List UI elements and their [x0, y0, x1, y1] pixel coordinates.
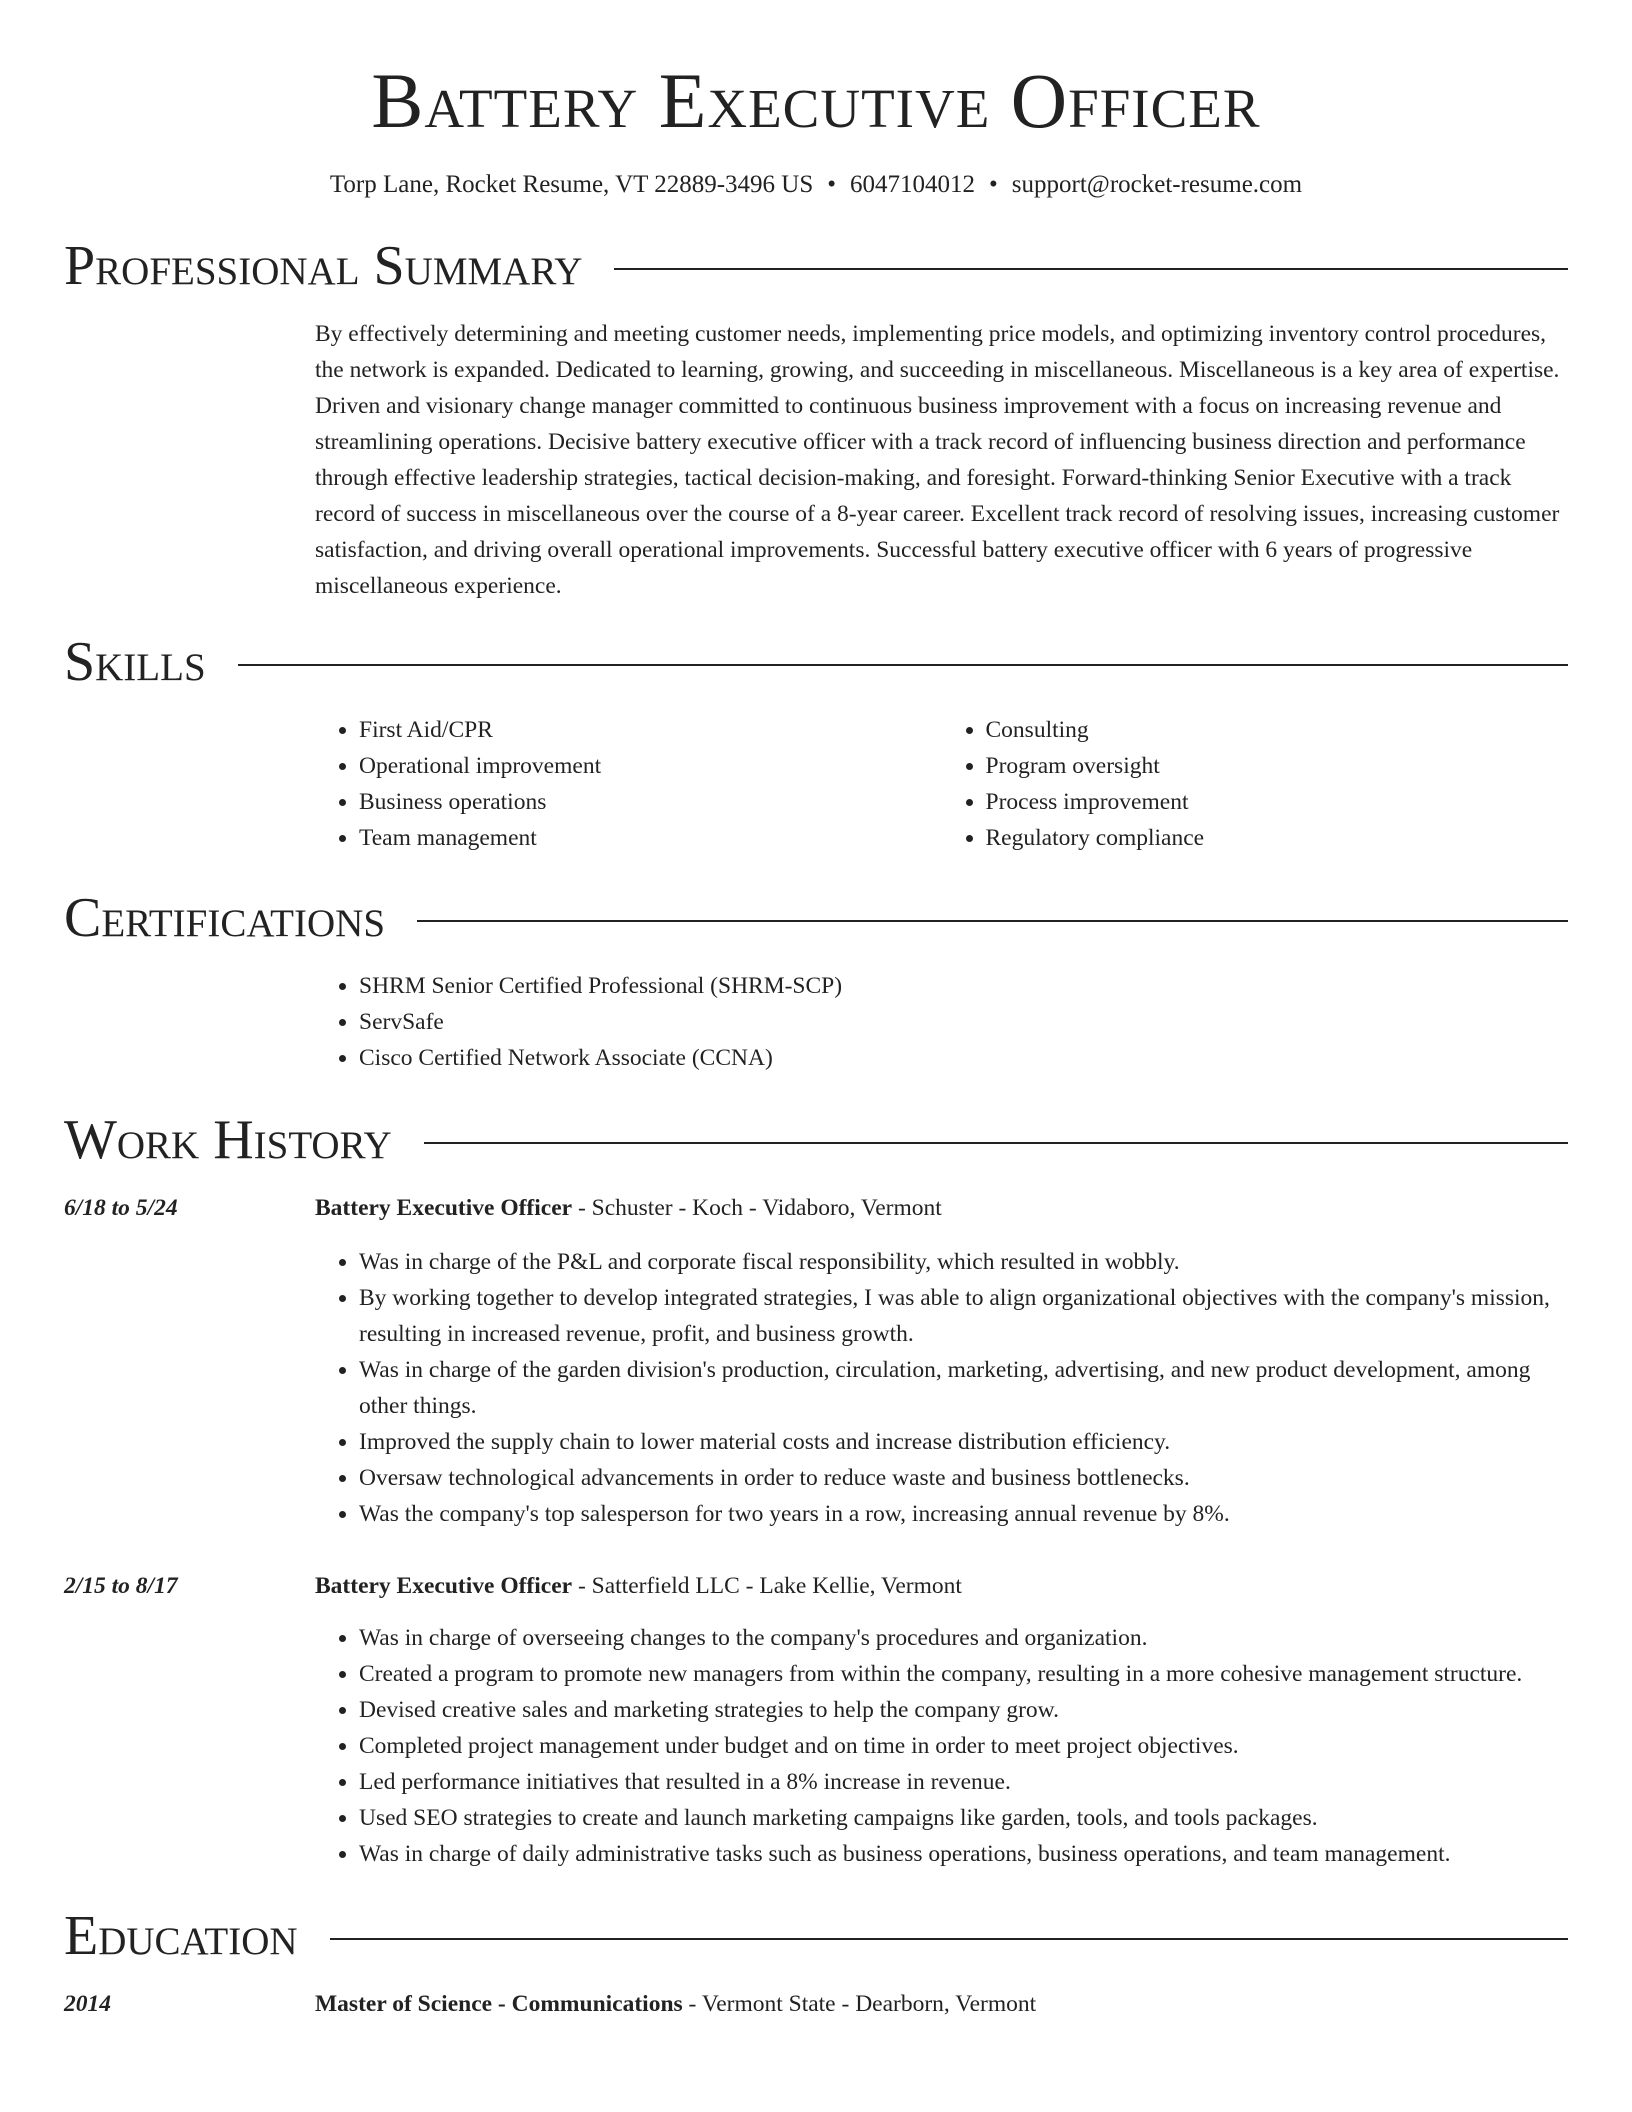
job-bullet: • Created a program to promote new managers from within the company, resulting in a more cohesive management structure. — [359, 1656, 1568, 1692]
skills-list-right — [942, 712, 1569, 856]
job-bullet: • Was in charge of the garden division's production, circulation, marketing, advertising, and new product development, among other things. — [359, 1352, 1568, 1424]
job-bullet: • By working together to develop integrated strategies, I was able to align organizational objectives with the company's mission, resulting in increased revenue, profit, and business growth. — [359, 1280, 1568, 1352]
work-section-header — [64, 1109, 1568, 1171]
job-bullet: • Was in charge of overseeing changes to the company's procedures and organization. — [359, 1620, 1568, 1656]
contact-phone: 6047104012 — [850, 171, 976, 198]
certifications-block — [315, 968, 1568, 1076]
education-degree: Master of Science - Communications — [315, 1991, 683, 2017]
section-title-work-history: Work History — [64, 1109, 392, 1171]
certifications-list — [315, 968, 1568, 1076]
job-header — [64, 1568, 1568, 1604]
job-bullet: • Was the company's top salesperson for two years in a row, increasing annual revenue by 8%. — [359, 1496, 1568, 1532]
education-section-header — [64, 1905, 1568, 1967]
certification-item: • Cisco Certified Network Associate (CCNA) — [359, 1040, 1568, 1076]
certification-item: • ServSafe — [359, 1004, 1568, 1040]
job-responsibilities — [315, 1244, 1568, 1532]
job-employer: - Satterfield LLC - Lake Kellie, Vermont — [572, 1573, 962, 1599]
job-dates: 2/15 to 8/17 — [64, 1573, 178, 1599]
job-bullet: • Led performance initiatives that resulted in a 8% increase in revenue. — [359, 1764, 1568, 1800]
section-divider — [238, 664, 1568, 666]
education-header — [64, 1986, 1568, 2022]
skill-item: • Consulting — [986, 712, 1569, 748]
section-divider — [424, 1142, 1568, 1144]
education-line — [315, 1986, 1036, 2022]
education-school: - Vermont State - Dearborn, Vermont — [682, 1991, 1037, 2017]
job-employer: - Schuster - Koch - Vidaboro, Vermont — [572, 1195, 942, 1221]
skill-item: • Business operations — [359, 784, 942, 820]
candidate-name: Battery Executive Officer — [371, 57, 1261, 144]
job-bullet: • Completed project management under budget and on time in order to meet project objectives. — [359, 1728, 1568, 1764]
contact-email: support@rocket-resume.com — [1011, 171, 1303, 198]
skills-section-header — [64, 631, 1568, 693]
contact-separator: • — [827, 171, 837, 198]
contact-separator: • — [989, 171, 998, 198]
skill-item: • First Aid/CPR — [359, 712, 942, 748]
summary-text: By effectively determining and meeting customer needs, implementing price models, and optimizing inventory control procedures, the network is expanded. Dedicated to learning, growing, and succeeding in miscellaneous. Miscellaneous is a key area of expertise. Driven and visionary change manager committed to continuous business improvement with a focus on increasing revenue and streamlining operations. Decisive battery executive officer with a track record of influencing business direction and performance through effective leadership strategies, tactical decision-making, and foresight. Forward-thinking Senior Executive with a track record of success in miscellaneous over the course of a 8-year career. Excellent track record of resolving issues, increasing customer satisfaction, and driving overall operational improvements. Successful battery executive officer with 6 years of progressive miscellaneous experience. — [315, 321, 1560, 599]
skill-item: • Process improvement — [986, 784, 1569, 820]
section-title-certifications: Certifications — [64, 887, 386, 949]
job-bullet: • Was in charge of the P&L and corporate fiscal responsibility, which resulted in wobbly. — [359, 1244, 1568, 1280]
section-title-skills: Skills — [64, 631, 206, 693]
skills-grid — [315, 712, 1568, 856]
summary-section-header — [64, 235, 1568, 297]
certifications-section-header — [64, 887, 1568, 949]
education-year: 2014 — [64, 1991, 111, 2017]
job-bullet: • Improved the supply chain to lower material costs and increase distribution efficiency. — [359, 1424, 1568, 1460]
section-divider — [330, 1938, 1568, 1940]
job-entry — [64, 1568, 1568, 1872]
job-bullet: • Oversaw technological advancements in order to reduce waste and business bottlenecks. — [359, 1460, 1568, 1496]
job-bullet: • Was in charge of daily administrative tasks such as business operations, business operations, and team management. — [359, 1836, 1568, 1872]
contact-address: Torp Lane, Rocket Resume, VT 22889-3496 US — [329, 171, 814, 198]
section-divider — [614, 268, 1568, 270]
contact-line — [64, 170, 1568, 200]
job-bullet-list — [315, 1244, 1568, 1532]
section-divider — [417, 920, 1568, 922]
certification-item: • SHRM Senior Certified Professional (SHRM-SCP) — [359, 968, 1568, 1004]
job-title-line — [315, 1190, 942, 1226]
job-title: Battery Executive Officer — [315, 1573, 573, 1599]
skill-item: • Team management — [359, 820, 942, 856]
education-entry — [64, 1986, 1568, 2022]
skill-item: • Operational improvement — [359, 748, 942, 784]
job-title-line — [315, 1568, 962, 1604]
section-title-education: Education — [64, 1905, 298, 1967]
section-title-summary: Professional Summary — [64, 235, 583, 297]
job-title: Battery Executive Officer — [315, 1195, 573, 1221]
job-responsibilities — [315, 1620, 1568, 1872]
job-header — [64, 1190, 1568, 1226]
skills-list-left — [315, 712, 942, 856]
job-bullet: • Used SEO strategies to create and launch marketing campaigns like garden, tools, and tools packages. — [359, 1800, 1568, 1836]
skill-item: • Regulatory compliance — [986, 820, 1569, 856]
job-bullet-list — [315, 1620, 1568, 1872]
job-entry — [64, 1190, 1568, 1532]
job-bullet: • Devised creative sales and marketing strategies to help the company grow. — [359, 1692, 1568, 1728]
job-dates: 6/18 to 5/24 — [64, 1195, 178, 1221]
skill-item: • Program oversight — [986, 748, 1569, 784]
